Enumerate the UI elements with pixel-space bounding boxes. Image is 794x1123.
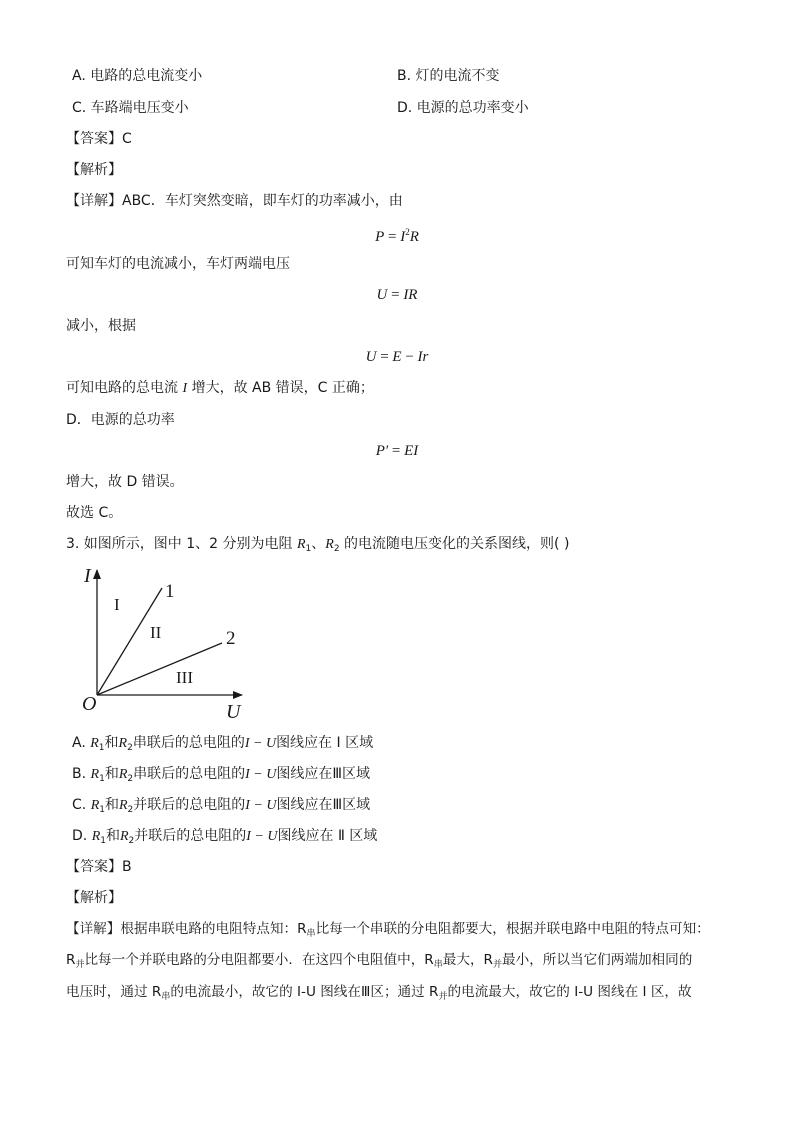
axis-label-u: U <box>226 701 241 723</box>
region-1-label: I <box>114 595 120 614</box>
region-2-label: II <box>150 623 162 642</box>
q3-detail-line-3: 电压时，通过 $R_串$的电流最小，故它的 I-U 图线在Ⅲ区；通过 $R_并$的电流最大，故它的 I-U 图线在 Ⅰ 区，故 <box>66 984 692 1002</box>
equation-ohm: U = IR <box>376 287 418 303</box>
graph-line-2 <box>97 643 222 695</box>
q3-detail-line-1: 【详解】根据串联电路的电阻特点知：$R_串$比每一个串联的分电阻都要大，根据并联电路中电阻的特点可知： <box>66 921 710 939</box>
equation-power: $P = I^2R$ <box>375 227 419 245</box>
detail-line-1 <box>66 191 403 211</box>
analysis-label: 【解析】 <box>66 162 122 178</box>
detail-line-2: 可知车灯的电流减小，车灯两端电压 <box>66 256 290 272</box>
q3-option-a: A. $R_1$和$R_2$串联后的总电阻的I − U图线应在 Ⅰ 区域 <box>72 735 374 753</box>
origin-label: O <box>82 693 97 715</box>
detail-prefix: 【详解】 <box>66 193 122 209</box>
detail-line-7: 故选 C。 <box>66 505 123 521</box>
q3-answer-label: 【答案】B <box>66 859 132 875</box>
region-3-label: III <box>176 668 193 687</box>
line-2-label: 2 <box>226 628 236 649</box>
option-b: B. 灯的电流不变 <box>397 68 500 84</box>
option-a: A. 电路的总电流变小 <box>72 68 203 84</box>
detail-line-3: 减小，根据 <box>66 318 136 334</box>
question-3-stem: 3. 如图所示，图中 1、2 分别为电阻 $R_1$、$R_2$ 的电流随电压变化的关系图线，则( ) <box>66 536 570 554</box>
detail-line-6: 增大，故 D 错误。 <box>66 474 184 490</box>
option-c: C. 车路端电压变小 <box>72 100 189 116</box>
option-d: D. 电源的总功率变小 <box>397 100 529 116</box>
iu-graph <box>74 560 254 725</box>
axis-label-i: I <box>84 565 91 587</box>
line-1-label: 1 <box>165 581 175 602</box>
equation-terminal-voltage: U = E − Ir <box>365 349 429 365</box>
q3-analysis-label: 【解析】 <box>66 890 122 906</box>
detail-line-4: 可知电路的总电流 I 增大，故 AB 错误，C 正确； <box>66 380 374 396</box>
answer-label: 【答案】C <box>66 131 132 147</box>
detail-line-5: D．电源的总功率 <box>66 412 175 428</box>
equation-total-power: P′ = EI <box>375 443 419 459</box>
q3-option-d: D. $R_1$和$R_2$并联后的总电阻的I − U图线应在 Ⅱ 区域 <box>72 828 378 846</box>
detail-text: ABC．车灯突然变暗，即车灯的功率减小，由 <box>122 193 403 209</box>
q3-option-b: B. $R_1$和$R_2$串联后的总电阻的I − U图线应在Ⅲ区域 <box>72 766 370 784</box>
q3-option-c: C. $R_1$和$R_2$并联后的总电阻的I − U图线应在Ⅲ区域 <box>72 797 371 815</box>
q3-detail-line-2: $R_并$比每一个并联电路的分电阻都要小．在这四个电阻值中，$R_串$最大，$R_并$最小，所以当它们两端加相同的 <box>66 952 693 970</box>
